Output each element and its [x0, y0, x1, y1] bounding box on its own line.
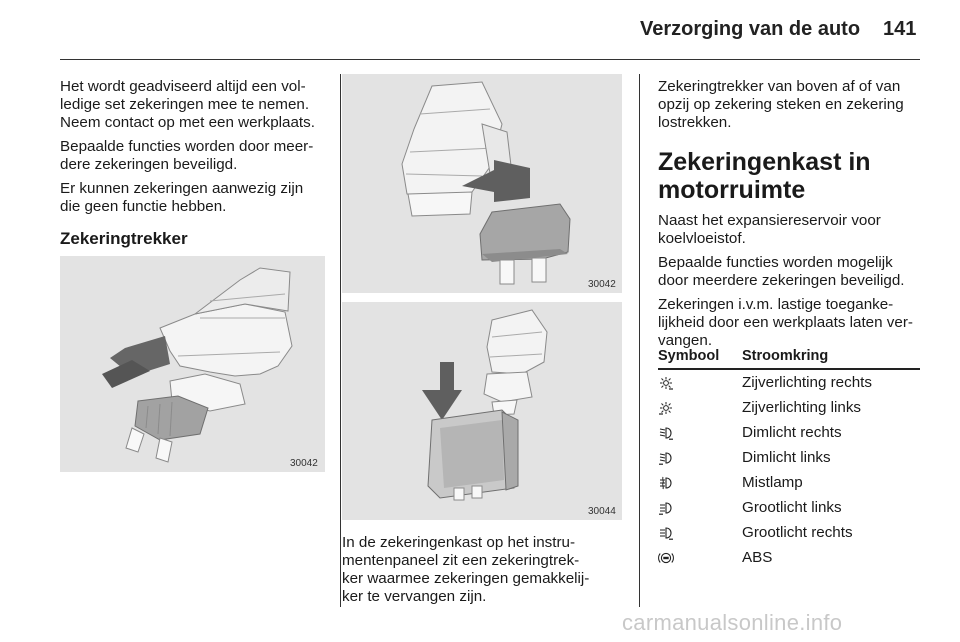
paragraph: In de zekeringenkast op het instru- mentenpaneel zit een zekeringtrek- ker waarmee zekeringen gemakkelij- ker te vervangen zijn.: [342, 534, 590, 605]
table-row: [658, 495, 920, 520]
column-1: [60, 78, 330, 254]
table-cell: Dimlicht links: [742, 449, 831, 466]
fuse-symbol-table: [658, 348, 920, 570]
column-2-text: [342, 534, 622, 612]
table-cell: ABS: [742, 549, 773, 566]
table-cell: Zijverlichting rechts: [742, 374, 872, 391]
paragraph: Er kunnen zekeringen aanwezig zijn die geen functie hebben.: [60, 180, 304, 215]
section-heading: Zekeringenkast in motorruimte: [658, 148, 871, 204]
column-3: [658, 78, 924, 356]
paragraph: Zekeringen i.v.m. lastige toeganke- lijkheid door een werkplaats laten ver- vangen.: [658, 296, 913, 349]
fog-lamp-icon: [658, 476, 674, 490]
column-divider-1: [340, 74, 341, 607]
page-number: 141: [883, 18, 917, 40]
table-cell: Grootlicht links: [742, 499, 842, 516]
fuse-puller-side-drawing: [342, 302, 622, 520]
low-beam-right-icon: [658, 426, 674, 440]
table-cell: Mistlamp: [742, 474, 803, 491]
figure-code: 30044: [588, 506, 616, 517]
paragraph: Bepaalde functies worden mogelijk door meerdere zekeringen beveiligd.: [658, 254, 905, 289]
table-row: [658, 470, 920, 495]
figure-code: 30042: [588, 279, 616, 290]
high-beam-right-icon: [658, 526, 674, 540]
table-row: [658, 545, 920, 570]
column-divider-2: [639, 74, 640, 607]
fuse-puller-drawing: [60, 256, 325, 472]
table-cell: Dimlicht rechts: [742, 424, 842, 441]
abs-icon: [658, 551, 674, 565]
table-row: [658, 445, 920, 470]
table-header-row: [658, 348, 920, 369]
column-header-circuit: Stroomkring: [742, 348, 920, 369]
fuse-puller-top-illustration: [342, 74, 622, 293]
header-divider: [60, 59, 920, 60]
table-cell: Grootlicht rechts: [742, 524, 853, 541]
parking-light-right-icon: [658, 376, 674, 390]
fuse-puller-illustration: [60, 256, 325, 472]
subheading: Zekeringtrekker: [60, 229, 188, 248]
paragraph: Bepaalde functies worden door meer- dere zekeringen beveiligd.: [60, 138, 314, 173]
low-beam-left-icon: [658, 451, 674, 465]
paragraph: Het wordt geadviseerd altijd een vol- ledige set zekeringen mee te nemen. Neem contact op met een werkplaats.: [60, 78, 315, 131]
table-row: [658, 520, 920, 545]
column-header-symbol: Symbool: [658, 348, 742, 369]
parking-light-left-icon: [658, 401, 674, 415]
figure-code: 30042: [290, 458, 318, 469]
table-row: [658, 395, 920, 420]
table-cell: Zijverlichting links: [742, 399, 862, 416]
paragraph: Zekeringtrekker van boven af of van opzij op zekering steken en zekering lostrekken.: [658, 78, 904, 131]
page-header-title: Verzorging van de auto: [640, 18, 861, 40]
fuse-puller-side-illustration: [342, 302, 622, 520]
watermark: carmanualsonline.info: [622, 610, 843, 635]
table-row: [658, 369, 920, 395]
paragraph: Naast het expansiereservoir voor koelvloeistof.: [658, 212, 881, 247]
high-beam-left-icon: [658, 501, 674, 515]
table-row: [658, 420, 920, 445]
fuse-puller-top-drawing: [342, 74, 622, 293]
